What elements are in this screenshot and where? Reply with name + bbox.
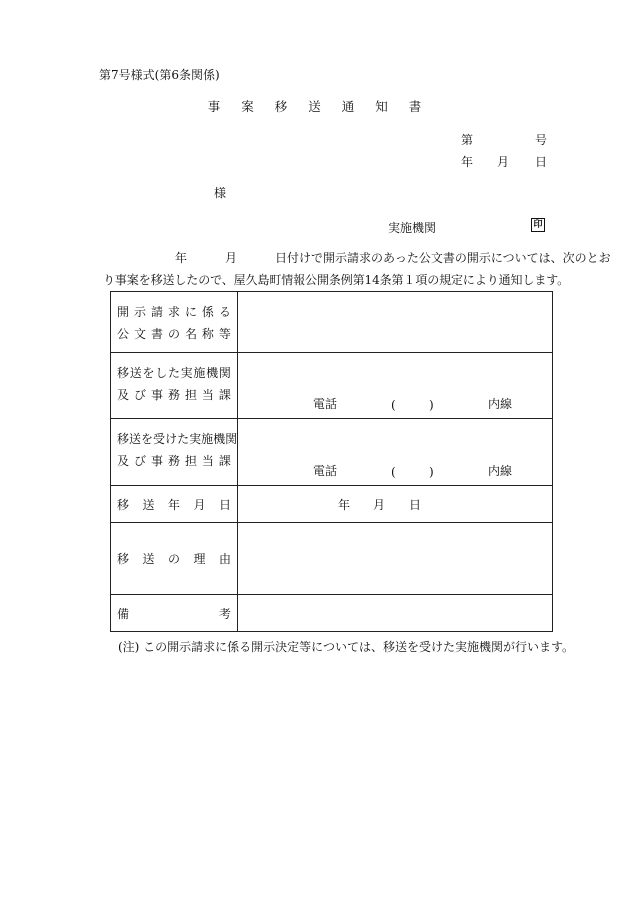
label-receiving-agency [111,419,238,486]
label-line: 及 び 事 務 担 当 課 [117,388,231,402]
body-month: 月 [225,251,238,265]
tel-paren-open: ( [391,398,396,412]
title-char: 事 [207,99,222,114]
transfer-day: 日 [409,498,422,512]
label-line: 開 示 請 求 に 係 る [117,305,231,319]
document-number-suffix: 号 [535,133,548,147]
label-transferring-agency [111,353,238,419]
title-char: 通 [341,99,356,114]
label-line: 移 送 の 理 由 [117,552,231,566]
label-document-name [111,292,238,353]
form-number: 第7号様式(第6条関係) [99,68,220,82]
document-number-prefix: 第 [461,133,474,147]
label-transfer-reason [111,523,238,595]
value-transferring-agency[interactable] [238,353,553,419]
recipient-honorific: 様 [214,186,227,200]
tel-paren-close: ) [429,465,434,479]
row-transfer-date [111,486,553,523]
row-remarks [111,595,553,632]
body-line-1 [175,249,611,266]
label-remarks [111,595,238,632]
label-line: 及 び 事 務 担 当 課 [117,454,231,468]
seal-icon: 印 [531,218,545,232]
label-line: 移 送 を 受 け た 実 施 機 関 [117,432,238,446]
transfer-month: 月 [373,498,386,512]
value-receiving-agency[interactable] [238,419,553,486]
tel-label: 電話 [313,397,338,411]
title-char: 案 [241,99,255,114]
extension-label: 内線 [488,464,513,478]
label-transfer-date [111,486,238,523]
tel-paren-open: ( [391,465,396,479]
row-document-name [111,292,553,353]
tel-paren-close: ) [429,398,434,412]
value-document-name[interactable] [238,292,553,353]
date-month: 月 [497,155,510,169]
tel-label: 電話 [313,464,338,478]
label-line: 移 送 年 月 日 [117,497,231,512]
notice-form-table [110,291,553,632]
title-char: 送 [308,99,322,114]
title-char: 移 [274,99,289,114]
date-year: 年 [461,155,474,169]
label-line: 備 考 [117,606,231,621]
row-receiving-agency [111,419,553,486]
body-line-1-text: 日付けで開示請求のあった公文書の開示については、次のとお [275,251,611,265]
sender-label: 実施機関 [388,221,437,235]
body-year: 年 [175,251,188,265]
title-char: 書 [408,99,423,114]
extension-label: 内線 [488,397,513,411]
date-day: 日 [535,155,548,169]
row-transferring-agency [111,353,553,419]
footnote: (注) この開示請求に係る開示決定等については、移送を受けた実施機関が行います。 [118,640,574,654]
row-transfer-reason [111,523,553,595]
label-line: 移 送 を し た 実 施 機 関 [117,366,231,380]
transfer-year: 年 [338,498,351,512]
title-char: 知 [375,99,389,114]
document-title [0,97,630,115]
label-line: 公 文 書 の 名 称 等 [117,327,231,341]
value-transfer-date[interactable] [238,486,553,523]
body-line-2: り事案を移送したので、屋久島町情報公開条例第14条第１項の規定により通知します。 [103,273,570,287]
value-transfer-reason[interactable] [238,523,553,595]
value-remarks[interactable] [238,595,553,632]
